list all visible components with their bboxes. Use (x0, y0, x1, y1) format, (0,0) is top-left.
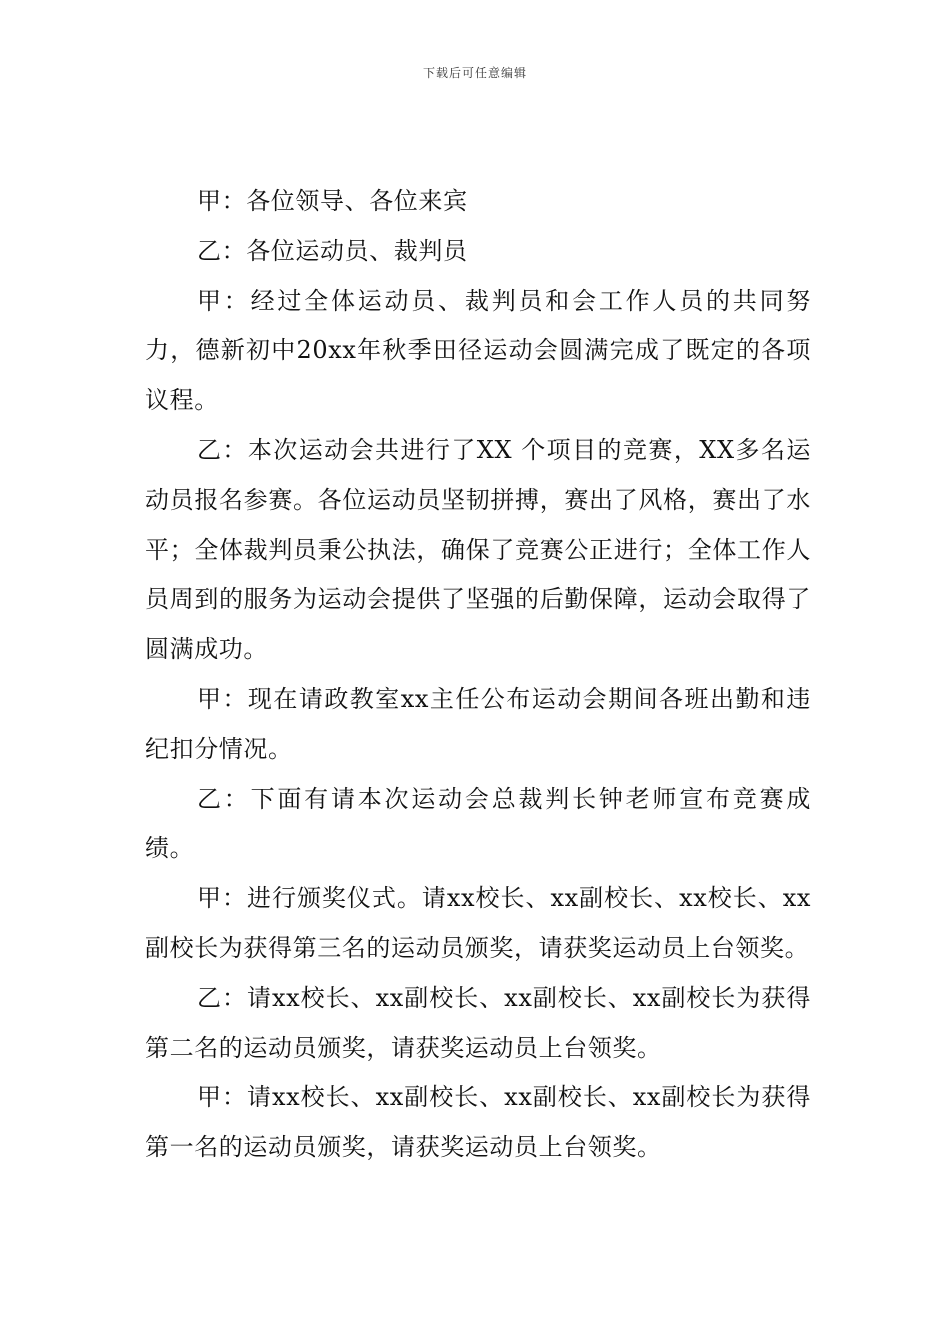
document-body (145, 177, 811, 1173)
paragraph-greeting-athletes: 乙：各位运动员、裁判员 (197, 236, 468, 265)
paragraph-attendance-report: 甲：现在请政教室xx主任公布运动会期间各班出勤和违纪扣分情况。 (145, 684, 811, 763)
paragraph-results-announcement: 乙：下面有请本次运动会总裁判长钟老师宣布竞赛成绩。 (145, 784, 811, 863)
page-header-note: 下载后可任意编辑 (422, 66, 527, 80)
paragraph-greeting-leaders: 甲：各位领导、各位来宾 (197, 187, 468, 215)
paragraph-first-place-awards: 甲：请xx校长、xx副校长、xx副校长、xx副校长为获得第一名的运动员颁奖，请获奖运动员上台领奖。 (145, 1083, 811, 1162)
paragraph-meet-summary: 乙：本次运动会共进行了XX 个项目的竞赛，XX多名运动员报名参赛。各位运动员坚韧拼搏，赛出了风格，赛出了水平；全体裁判员秉公执法，确保了竞赛公正进行；全体工作人员周到的服务为运动会提供了坚强的后勤保障，运动会取得了圆满成功。 (145, 435, 811, 664)
paragraph-meet-completed: 甲：经过全体运动员、裁判员和会工作人员的共同努力，德新初中20xx年秋季田径运动会圆满完成了既定的各项议程。 (145, 286, 811, 415)
paragraph-second-place-awards: 乙：请xx校长、xx副校长、xx副校长、xx副校长为获得第二名的运动员颁奖，请获奖运动员上台领奖。 (145, 983, 811, 1062)
paragraph-third-place-awards: 甲：进行颁奖仪式。请xx校长、xx副校长、xx校长、xx副校长为获得第三名的运动员颁奖，请获奖运动员上台领奖。 (145, 884, 811, 962)
